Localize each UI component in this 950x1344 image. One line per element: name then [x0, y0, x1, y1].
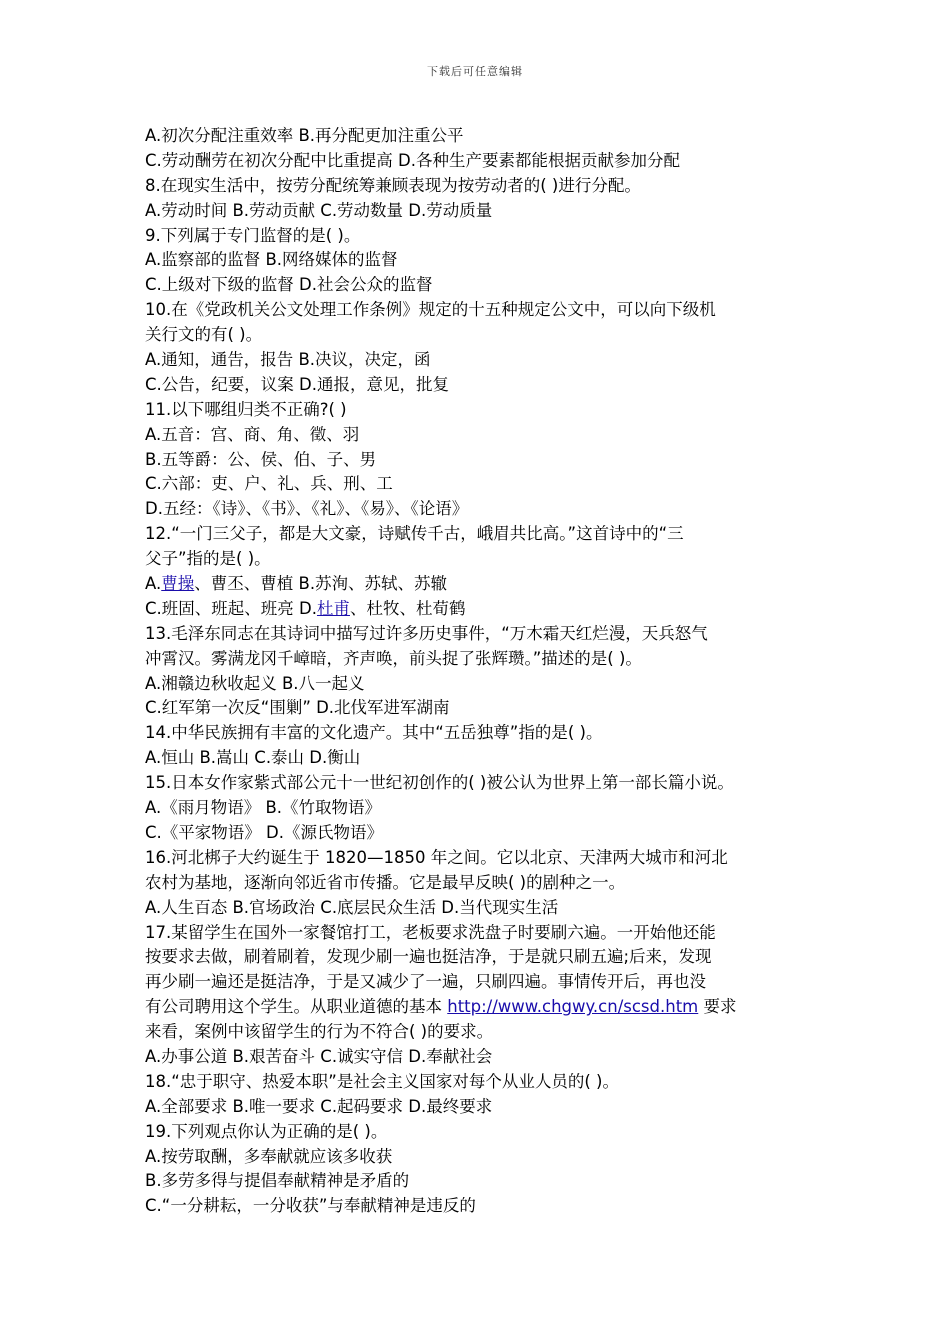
text-line: 18.“忠于职守、热爱本职”是社会主义国家对每个从业人员的( )。	[145, 1071, 619, 1091]
text-line: A.五音：宫、商、角、徵、羽	[145, 424, 360, 444]
text-line: 15.日本女作家紫式部公元十一世纪初创作的( )被公认为世界上第一部长篇小说。	[145, 773, 734, 793]
text-line: 10.在《党政机关公文处理工作条例》规定的十五种规定公文中，可以向下级机	[145, 300, 716, 320]
text-line: 父子”指的是( )。	[145, 549, 271, 569]
text-line: 农村为基地，逐渐向邻近省市传播。它是最早反映( )的剧种之一。	[145, 872, 626, 892]
text-line: B.五等爵：公、侯、伯、子、男	[145, 449, 377, 469]
text-line: 17.某留学生在国外一家餐馆打工，老板要求洗盘子时要刷六遍。一开始他还能	[145, 922, 716, 942]
text-line: C.上级对下级的监督 D.社会公众的监督	[145, 275, 433, 295]
text-line: A.按劳取酬，多奉献就应该多收获	[145, 1146, 393, 1166]
text-line: 再少刷一遍还是挺洁净，于是又减少了一遍，只刷四遍。事情传开后，再也没	[145, 972, 706, 992]
text-line: C.公告，纪要，议案 D.通报，意见，批复	[145, 374, 449, 394]
page-header: 下载后可任意编辑	[427, 65, 523, 78]
text-line: 按要求去做，刷着刷着，发现少刷一遍也挺洁净，于是就只刷五遍;后来，发现	[145, 947, 712, 967]
link-cao-cao[interactable]: 曹操	[161, 574, 195, 594]
text-line: 11.以下哪组归类不正确?( )	[145, 399, 347, 419]
text-line: C.《平家物语》 D.《源氏物语》	[145, 822, 383, 842]
text-line: 8.在现实生活中，按劳分配统筹兼顾表现为按劳动者的( )进行分配。	[145, 175, 641, 195]
text-line: A.湘赣边秋收起义 B.八一起义	[145, 673, 365, 693]
text-line: A.监察部的监督 B.网络媒体的监督	[145, 250, 398, 270]
text-line: C.班固、班起、班亮 D.杜甫、杜牧、杜荀鹤	[145, 598, 466, 618]
text-line: 13.毛泽东同志在其诗词中描写过许多历史事件，“万木霜天红烂漫，天兵怒气	[145, 623, 708, 643]
text-line: 12.“一门三父子，都是大文豪，诗赋传千古，峨眉共比高。”这首诗中的“三	[145, 524, 684, 544]
text-line: 19.下列观点你认为正确的是( )。	[145, 1121, 388, 1141]
text-line: C.劳动酬劳在初次分配中比重提高 D.各种生产要素都能根据贡献参加分配	[145, 150, 680, 170]
document-body	[145, 124, 825, 1219]
text-line: B.多劳多得与提倡奉献精神是矛盾的	[145, 1171, 410, 1191]
text-line: 16.河北梆子大约诞生于 1820—1850 年之间。它以北京、天津两大城市和河北	[145, 847, 728, 867]
text-line: A.《雨月物语》 B.《竹取物语》	[145, 798, 382, 818]
text-line: 有公司聘用这个学生。从职业道德的基本 http://www.chgwy.cn/scsd.htm 要求	[145, 997, 737, 1017]
text-line: C.“一分耕耘，一分收获”与奉献精神是违反的	[145, 1196, 476, 1216]
text-line: A.办事公道 B.艰苦奋斗 C.诚实守信 D.奉献社会	[145, 1046, 493, 1066]
text-line: A.恒山 B.嵩山 C.泰山 D.衡山	[145, 748, 361, 768]
text-line: D.五经：《诗》、《书》、《礼》、《易》、《论语》	[145, 499, 469, 519]
text-line: A.初次分配注重效率 B.再分配更加注重公平	[145, 126, 464, 145]
text-line: A.全部要求 B.唯一要求 C.起码要求 D.最终要求	[145, 1096, 493, 1116]
link-url[interactable]: http://www.chgwy.cn/scsd.htm	[447, 997, 699, 1017]
text-line: 冲霄汉。雾满龙冈千嶂暗，齐声唤，前头捉了张辉瓒。”描述的是( )。	[145, 648, 642, 668]
text-line: 关行文的有( )。	[145, 325, 263, 345]
text-line: 来看，案例中该留学生的行为不符合( )的要求。	[145, 1022, 494, 1042]
text-line: A.劳动时间 B.劳动贡献 C.劳动数量 D.劳动质量	[145, 200, 493, 220]
text-line: C.六部：吏、户、礼、兵、刑、工	[145, 474, 393, 494]
text-line: C.红军第一次反“围剿” D.北伐军进军湖南	[145, 698, 450, 718]
text-line: A.通知，通告，报告 B.决议，决定，函	[145, 350, 431, 370]
link-du-fu[interactable]: 杜甫	[316, 598, 350, 618]
text-line: 14.中华民族拥有丰富的文化遗产。其中“五岳独尊”指的是( )。	[145, 723, 603, 743]
text-line: 9.下列属于专门监督的是( )。	[145, 225, 361, 245]
text-line: A.曹操、曹丕、曹植 B.苏洵、苏轼、苏辙	[145, 574, 448, 594]
text-line: A.人生百态 B.官场政治 C.底层民众生活 D.当代现实生活	[145, 897, 559, 917]
